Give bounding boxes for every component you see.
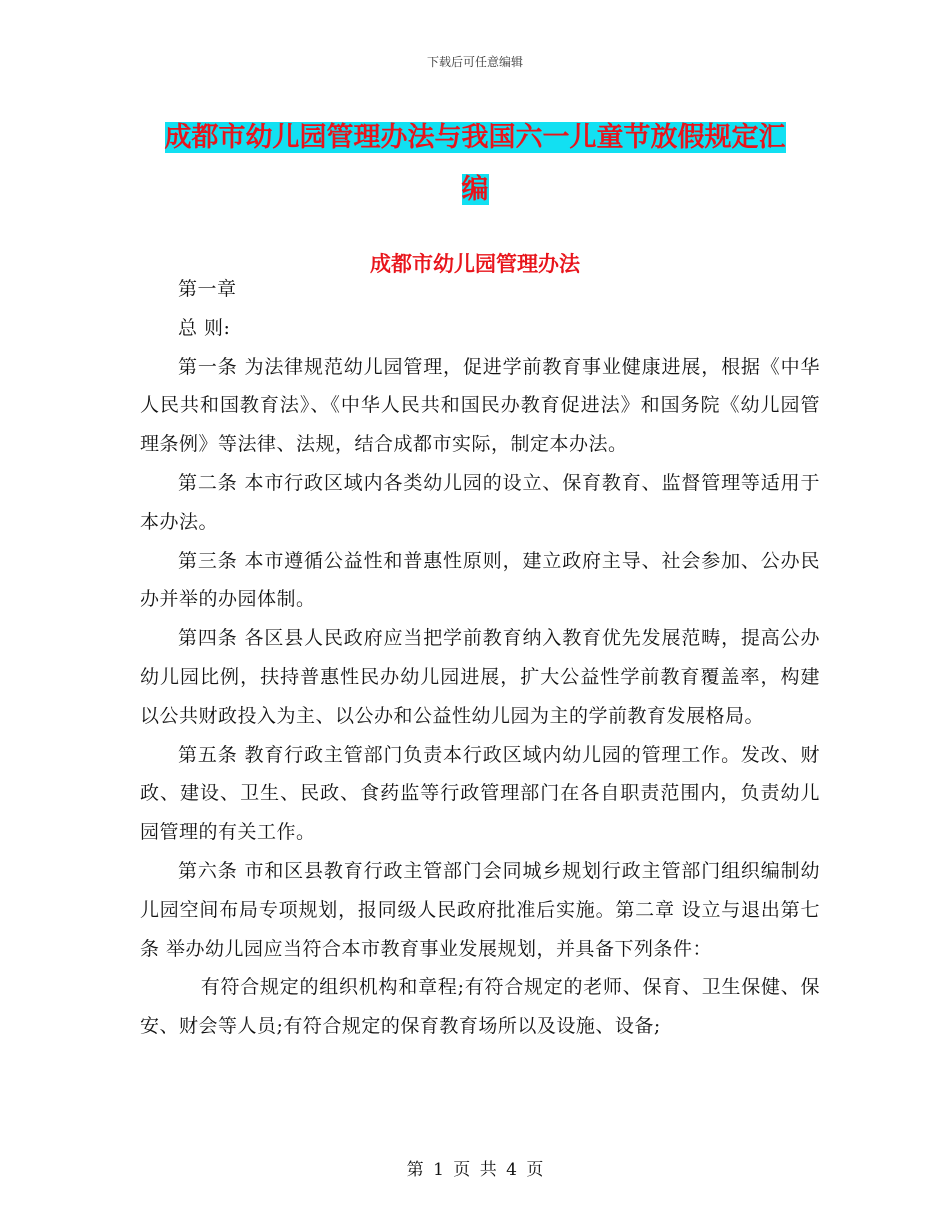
conditions-paragraph: 有符合规定的组织机构和章程;有符合规定的老师、保育、卫生保健、保安、财会等人员;有符合规定的保育教育场所以及设施、设备;: [140, 976, 820, 1038]
article-1-paragraph: 第一条 为法律规范幼儿园管理，促进学前教育事业健康进展，根据《中华人民共和国教育法》、《中华人民共和国民办教育促进法》和国务院《幼儿园管理条例》等法律、法规，结合成都市实际，制定本办法。: [140, 355, 820, 456]
document-title-line-1: 成都市幼儿园管理办法与我国六一儿童节放假规定汇: [164, 122, 786, 153]
article-3-paragraph: 第三条 本市遵循公益性和普惠性原则，建立政府主导、社会参加、公办民办并举的办园体制。: [140, 549, 820, 611]
document-body: [140, 270, 820, 1046]
document-title: [140, 112, 810, 216]
chapter-heading: 第一章: [178, 278, 237, 300]
document-title-line-2: 编: [461, 174, 489, 205]
article-5-paragraph: 第五条 教育行政主管部门负责本行政区域内幼儿园的管理工作。发改、财政、建设、卫生、民政、食药监等行政管理部门在各自职责范围内，负责幼儿园管理的有关工作。: [140, 743, 820, 844]
article-6-paragraph: 第六条 市和区县教育行政主管部门会同城乡规划行政主管部门组织编制幼儿园空间布局专项规划，报同级人民政府批准后实施。第二章 设立与退出第七条 举办幼儿园应当符合本市教育事业发展规划，并具备下列条件：: [140, 859, 820, 960]
article-2-paragraph: 第二条 本市行政区域内各类幼儿园的设立、保育教育、监督管理等适用于本办法。: [140, 471, 820, 533]
article-4-paragraph: 第四条 各区县人民政府应当把学前教育纳入教育优先发展范畴，提高公办幼儿园比例，扶持普惠性民办幼儿园进展，扩大公益性学前教育覆盖率，构建以公共财政投入为主、以公办和公益性幼儿园为主的学前教育发展格局。: [140, 627, 820, 727]
general-provisions-heading: 总 则:: [178, 316, 231, 339]
header-note: 下载后可任意编辑: [426, 55, 523, 69]
section-title: 成都市幼儿园管理办法: [370, 252, 580, 276]
page-number-footer: 第 1 页 共 4 页: [406, 1160, 544, 1180]
